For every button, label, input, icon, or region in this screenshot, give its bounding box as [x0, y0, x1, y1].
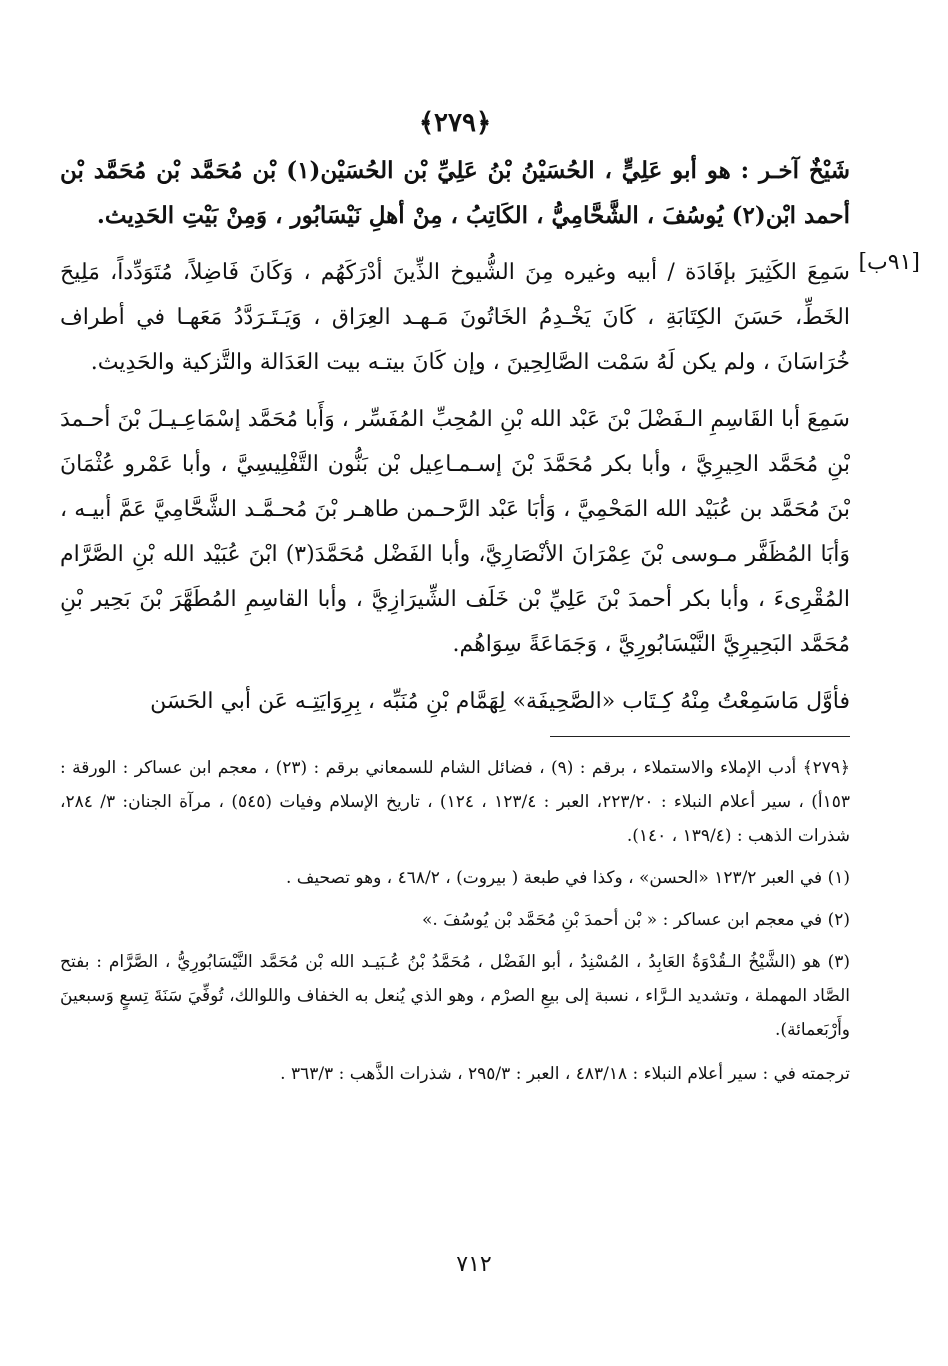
footnote-sources: ﴿٢٧٩﴾ أدب الإملاء والاستملاء ، برقم : (٩) ، فضائل الشام للسمعاني برقم : (٢٣) ، معجم ابن عساكر : الورقة : ١٥٣أ) ، سير أعلام النبلاء : ٢٢٣/٢٠، العبر : ١٢٣/٤ ، ١٢٤) ، تاريخ الإسلام وفيات (٥٤٥) ، مرآة الجنان: ٣/ ٢٨٤، شذرات الذهب : (١٣٩/٤ ، ١٤٠).: [60, 758, 850, 846]
footnote-separator-wrap: [60, 736, 850, 737]
footnote-1: (١) في العبر ١٢٣/٢ «الحسن» ، وكذا في طبعة ( بيروت) ، ٤٦٨/٢ ، وهو تصحيف .: [285, 868, 850, 888]
footnote-separator: [550, 736, 850, 737]
paragraph-1-wrap: [60, 250, 920, 385]
footnote-2: (٢) في معجم ابن عساكر : « بْن أحمدَ بْنِ مُحَمَّد بْن يُوسُفَ .»: [421, 910, 850, 930]
footnote-3: (٣) هو (الشَّيْخُ الـقُدْوَةُ العَابِدُ ، المُسْنِدُ ، أبو الفَضْل ، مُحَمَّدُ بْنُ عُـبَيـد الله بْن مُحَمَّد النَّيْسَابُورِيُّ ، الصَّرَّام : بفتح الصَّاد المهملة ، وتشديد الـرَّاء ، نسبة إلى بيعِ الصرْم ، وهو الذي يُنعل به الخفاف واللوالك، تُوفِّيَ سَنَةَ تِسعٍ وَسبعينَ وأَرْبَعمائة).: [60, 952, 850, 1040]
entry-heading: شَيْخٌ آخـر : هو أبو عَلِيٍّ ، الحُسَيْنُ بْنُ عَلِيِّ بْن الحُسَيْن(١) بْن مُحَمَّد بْن مُحَمَّد بْن أحمد ابْن(٢) يُوسُفَ ، الشَّحَّامِيُّ ، الكَاتِبُ ، مِنْ أهلِ نَيْسَابُور ، وَمِنْ بَيْتِ الحَدِيث.: [60, 157, 850, 229]
body-paragraph: سَمِعَ أبا القَاسِمِ الـفَضْلَ بْنَ عَبْد الله بْنِ المُحِبِّ المُفَسِّر ، وَأَبا مُحَمَّد إسْمَاعِـيـلَ بْنَ أحـمدَ بْنِ مُحَمَّد الحِيرِيَّ ، وأبا بكر مُحَمَّدَ بْنَ إسـمـاعِيل بْن بَنُّون التَّفْلِيسِيَّ ، وأبا عَمْرو عُثْمَانَ بْنَ مُحَمَّد بن عُبَيْد الله المَحْمِيَّ ، وَأبَا عَبْد الرَّحـمن طاهـر بْنَ مُحـمَّـد الشَّحَّامِيَّ عَمَّ أبيـه ، وَأبَا المُظَفَّر مـوسى بْنَ عِمْرَانَ الأنْصَارِيَّ، وأبا الفَضْل مُحَمَّدَ(٣) ابْنَ عُبَيْد الله بْنِ الصَّرَّام المُقْرِىءَ ، وأبا بكر أحمدَ بْنَ عَلِيِّ بْن خَلَف الشِّيرَازِيَّ ، وأبا القاسِمِ المُطَهَّرَ بْنَ بَحِير بْنِ مُحَمَّد البَحِيرِيَّ النَّيْسَابُورِيَّ ، وَجَمَاعَةً سِوَاهُم.: [60, 407, 851, 657]
body-paragraph: سَمِعَ الكَثِيرَ بإفَادَة / أبيه وغيره مِنَ الشُّيوخ الذِّينَ أدْرَكَهُم ، وَكَانَ فَاضِلاً، مُتَوَدِّداً، مَلِيحَ الخَطِّ، حَسَنَ الكِتَابَةِ ، كَانَ يَخْـدِمُ الخَاتُونَ مَـهـد العِرَاق ، وَيَـتَـرَدَّدُ مَعَهـا في أطراف خُرَاسَانَ ، ولم يكن لَهُ سَمْت الصَّالِحِينَ ، وإن كَانَ بيتـه بيت العَدَالة والتَّزكية والحَدِيث.: [60, 260, 850, 375]
footnote-3-biography: ترجمته في : سير أعلام النبلاء : ٤٨٣/١٨ ، العبر : ٢٩٥/٣ ، شذرات الذَّهب : ٣٦٣/٣ .: [280, 1064, 850, 1084]
page-number: ٧١٢: [456, 1252, 492, 1277]
margin-folio-reference: [٩١ب]: [858, 250, 920, 275]
page-body: [60, 108, 920, 1099]
entry-number: ﴿٢٧٩﴾: [418, 108, 492, 138]
body-paragraph: فأوَّل مَاسَمِعْتُ مِنْهُ كِـتَاب «الصَّحِيفَة» لِهَمَّام بْنِ مُنَبِّه ، بِرِوَايَتِـه عَن أبي الحَسَن: [150, 689, 850, 714]
